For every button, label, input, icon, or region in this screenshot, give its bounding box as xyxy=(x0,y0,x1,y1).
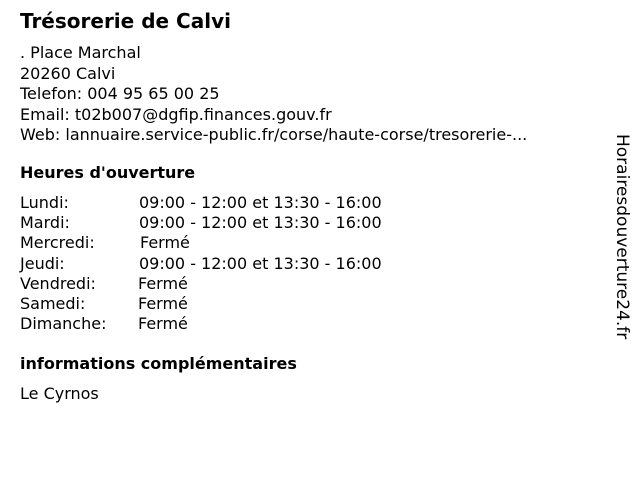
day-label: Mercredi: xyxy=(20,233,95,253)
extra-info-text: Le Cyrnos xyxy=(20,384,99,403)
day-hours: 09:00 - 12:00 et 13:30 - 16:00 xyxy=(139,193,382,212)
site-watermark: Horairesdouverture24.fr xyxy=(612,134,632,340)
day-hours: 09:00 - 12:00 et 13:30 - 16:00 xyxy=(139,213,382,233)
web-link[interactable]: lannuaire.service-public.fr/corse/haute-corse/tresorerie-... xyxy=(65,125,528,144)
phone-label: Telefon: xyxy=(20,84,83,103)
day-hours: Fermé xyxy=(138,314,188,334)
email-line xyxy=(20,105,527,126)
day-label: Jeudi: xyxy=(20,253,65,273)
email-value: t02b007@dgfip.finances.gouv.fr xyxy=(74,104,332,124)
phone-value: 004 95 65 00 25 xyxy=(87,84,220,103)
day-hours: Fermé xyxy=(138,273,188,293)
web-label: Web: xyxy=(20,125,61,144)
day-label: Vendredi: xyxy=(20,273,96,293)
contact-info xyxy=(20,43,527,146)
hours-heading: Heures d'ouverture xyxy=(20,163,196,182)
day-label: Mardi: xyxy=(20,213,70,233)
day-hours: Fermé xyxy=(140,233,190,253)
day-hours: Fermé xyxy=(138,293,188,313)
phone-line xyxy=(20,84,527,105)
web-line xyxy=(20,125,527,146)
page-title: Trésorerie de Calvi xyxy=(20,9,231,33)
email-label: Email: xyxy=(20,104,70,124)
day-hours: 09:00 - 12:00 et 13:30 - 16:00 xyxy=(139,253,382,273)
day-label: Dimanche: xyxy=(20,314,107,334)
address-line-1: . Place Marchal xyxy=(20,43,141,62)
address-line-2: 20260 Calvi xyxy=(20,63,116,83)
extra-info-heading: informations complémentaires xyxy=(20,354,297,373)
day-label: Lundi: xyxy=(20,193,69,212)
day-label: Samedi: xyxy=(20,293,86,313)
